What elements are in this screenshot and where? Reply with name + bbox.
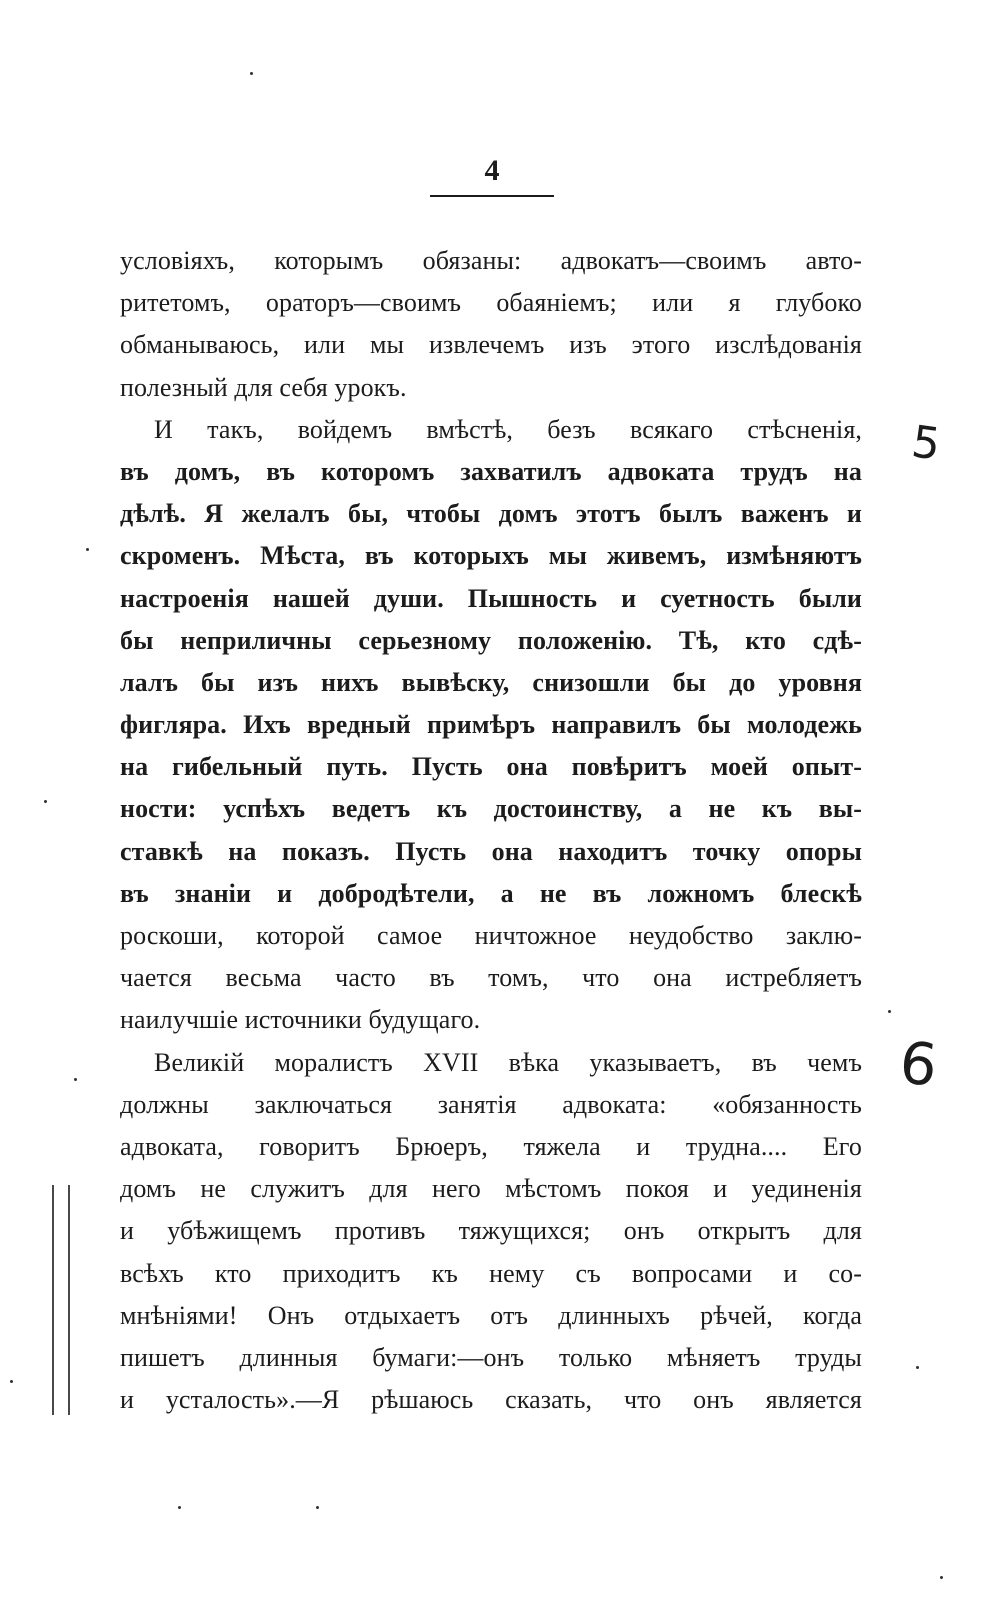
paragraph-3 xyxy=(120,1042,862,1422)
text-line: И такъ, войдемъ вмѣстѣ, безъ всякаго стѣсненія, xyxy=(154,414,862,444)
text-line: ности: успѣхъ ведетъ къ достоинству, а не къ вы- xyxy=(120,794,862,824)
scan-speck xyxy=(940,1576,943,1579)
text-line: мнѣніями! Онъ отдыхаетъ отъ длинныхъ рѣчей, когда xyxy=(120,1300,862,1330)
text-line: ритетомъ, ораторъ—своимъ обаяніемъ; или я глубоко xyxy=(120,288,862,318)
text-line: бы неприличны серьезному положенію. Тѣ, кто сдѣ- xyxy=(120,625,862,655)
text-line: лалъ бы изъ нихъ вывѣску, снизошли бы до уровня xyxy=(120,667,862,697)
text-line: роскоши, которой самое ничтожное неудобство заклю- xyxy=(120,921,862,950)
scan-speck xyxy=(74,1078,77,1081)
paragraph-1 xyxy=(120,240,862,409)
scan-speck xyxy=(250,72,253,75)
text-line: и усталость».—Я рѣшаюсь сказать, что онъ является xyxy=(120,1385,862,1415)
text-line: настроенія нашей души. Пышность и суетность были xyxy=(120,583,862,613)
text-line: должны заключаться занятія адвоката: «обязанность xyxy=(120,1089,862,1119)
scan-speck xyxy=(916,1366,919,1369)
scan-speck xyxy=(44,800,47,803)
text-line: и убѣжищемъ противъ тяжущихся; онъ открытъ для xyxy=(120,1216,862,1246)
text-line: ставкѣ на показъ. Пусть она находитъ точку опоры xyxy=(120,836,862,866)
text-line: скроменъ. Мѣста, въ которыхъ мы живемъ, измѣняютъ xyxy=(120,541,862,571)
handwritten-margin-mark: 5 xyxy=(908,416,944,471)
text-line: наилучшіе источники будущаго. xyxy=(120,1005,481,1035)
text-line: адвоката, говоритъ Брюеръ, тяжела и трудна.... Его xyxy=(120,1131,862,1161)
text-line: фигляра. Ихъ вредный примѣръ направилъ бы молодежь xyxy=(120,710,862,740)
text-line: обманываюсь, или мы извлечемъ изъ этого изслѣдованія xyxy=(120,330,862,360)
text-line: чается весьма часто въ томъ, что она истребляетъ xyxy=(120,963,862,993)
text-line: въ знаніи и добродѣтели, а не въ ложномъ блескѣ xyxy=(120,878,862,908)
page-number: 4 xyxy=(484,154,500,187)
margin-bracket-mark xyxy=(52,1185,70,1415)
handwritten-margin-mark: 6 xyxy=(896,1028,941,1100)
scan-speck xyxy=(10,1380,13,1383)
text-line: пишетъ длинныя бумаги:—онъ только мѣняетъ труды xyxy=(120,1342,862,1372)
text-line: дѣлѣ. Я желалъ бы, чтобы домъ этотъ былъ важенъ и xyxy=(120,499,862,529)
text-line: Великій моралистъ XVII вѣка указываетъ, въ чемъ xyxy=(154,1047,862,1077)
text-line: полезный для себя урокъ. xyxy=(120,372,407,402)
text-line: условіяхъ, которымъ обязаны: адвокатъ—своимъ авто- xyxy=(120,246,862,275)
text-line: въ домъ, въ которомъ захватилъ адвоката трудъ на xyxy=(120,456,862,486)
body-text xyxy=(120,240,862,1421)
page-number-rule xyxy=(430,195,554,197)
text-line: домъ не служитъ для него мѣстомъ покоя и уединенія xyxy=(120,1174,862,1204)
scan-speck xyxy=(178,1506,181,1509)
text-line: на гибельный путь. Пусть она повѣритъ моей опыт- xyxy=(120,752,862,782)
paragraph-2 xyxy=(120,409,862,1042)
scan-speck xyxy=(316,1506,319,1509)
text-line: всѣхъ кто приходитъ къ нему съ вопросами и со- xyxy=(120,1258,862,1288)
scan-speck xyxy=(86,548,89,551)
scan-speck xyxy=(888,1010,891,1013)
